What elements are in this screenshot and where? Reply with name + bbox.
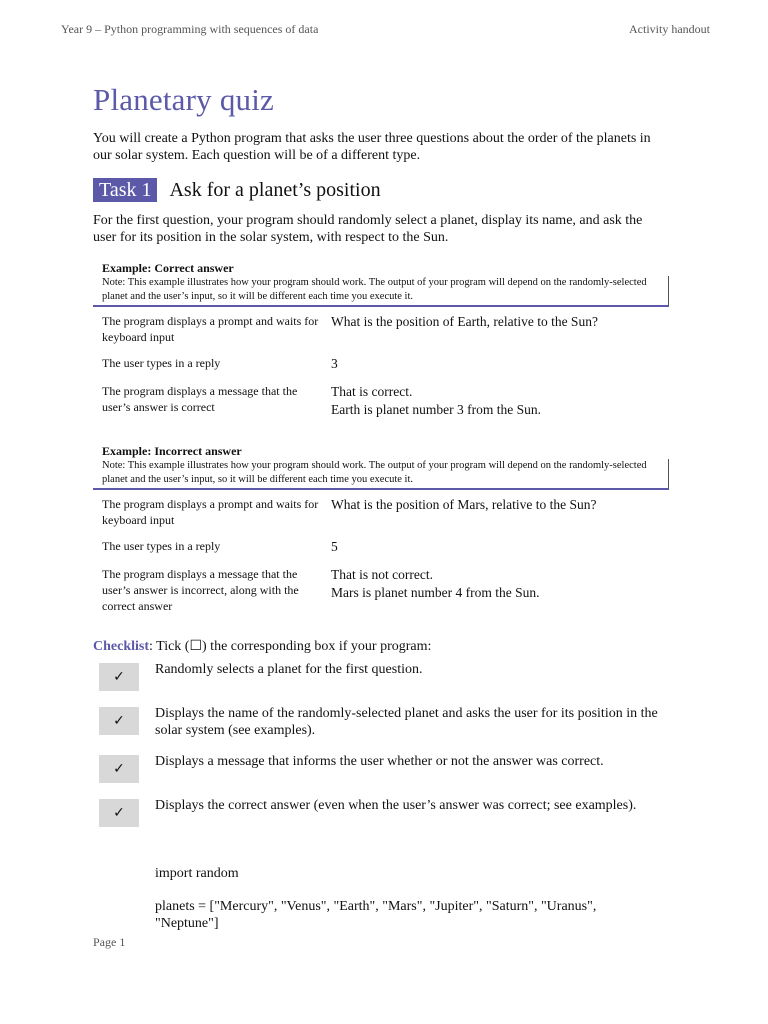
page-title: Planetary quiz: [93, 82, 274, 117]
table-row: [93, 496, 668, 538]
page-number: Page 1: [93, 935, 126, 949]
check-icon: ✓: [113, 761, 125, 777]
task-heading: [93, 178, 668, 202]
row-description: The user types in a reply: [102, 356, 221, 370]
row-value-line: That is correct.: [331, 384, 413, 399]
header-right: Activity handout: [629, 22, 710, 36]
row-value: 3: [331, 356, 338, 371]
row-value-line: That is not correct.: [331, 567, 433, 582]
checklist-item-text: Displays a message that informs the user whether or not the answer was correct.: [155, 754, 604, 769]
checklist-heading: [93, 638, 668, 655]
row-value: [322, 566, 668, 624]
row-description: The program displays a prompt and waits for keyboard input: [102, 497, 319, 527]
checklist-item: [93, 753, 668, 783]
row-description: The program displays a message that the user’s answer is incorrect, along with the correct answer: [102, 567, 299, 613]
checklist-item-text: Randomly selects a planet for the first question.: [155, 662, 423, 677]
table-row: [93, 383, 668, 429]
header-left: Year 9 – Python programming with sequences of data: [61, 22, 319, 36]
example-note: Note: This example illustrates how your program should work. The output of your program will depend on the randomly-selected planet and the user’s input, so it will be different each time you execute it.: [93, 459, 669, 490]
example-title: Example: Incorrect answer: [102, 444, 242, 458]
row-value: [322, 383, 668, 429]
code-line: import random: [155, 866, 239, 881]
checkbox[interactable]: [99, 663, 139, 691]
task-badge: Task 1: [93, 178, 157, 202]
checkbox[interactable]: [99, 755, 139, 783]
code-line: planets = ["Mercury", "Venus", "Earth", "Mars", "Jupiter", "Saturn", "Uranus", "Neptune"]: [155, 899, 597, 931]
row-value: What is the position of Mars, relative to the Sun?: [331, 497, 597, 512]
row-description: The program displays a prompt and waits for keyboard input: [102, 314, 319, 344]
checklist-item: [93, 797, 668, 827]
table-row: [93, 566, 668, 624]
example-table: [93, 496, 668, 624]
example-incorrect: [93, 444, 668, 624]
document-body: [93, 82, 668, 948]
row-description: The program displays a message that the user’s answer is correct: [102, 384, 298, 414]
check-icon: ✓: [113, 669, 125, 685]
table-row: [93, 538, 668, 566]
row-value: 5: [331, 539, 338, 554]
table-row: [93, 355, 668, 383]
checklist-item: [93, 661, 668, 691]
code-snippet: [155, 865, 625, 932]
task-title: Ask for a planet’s position: [169, 178, 381, 201]
example-title: Example: Correct answer: [102, 261, 234, 275]
table-row: [93, 313, 668, 355]
checkbox[interactable]: [99, 799, 139, 827]
example-table: [93, 313, 668, 429]
example-note: Note: This example illustrates how your program should work. The output of your program will depend on the randomly-selected planet and the user’s input, so it will be different each time you execute it.: [93, 276, 669, 307]
row-description: The user types in a reply: [102, 539, 221, 553]
check-icon: ✓: [113, 713, 125, 729]
row-value-line: Mars is planet number 4 from the Sun.: [331, 585, 540, 600]
example-correct: [93, 261, 668, 429]
row-value-line: Earth is planet number 3 from the Sun.: [331, 402, 541, 417]
intro-paragraph: You will create a Python program that asks the user three questions about the order of the planets in our solar system. Each question will be of a different type.: [93, 131, 651, 163]
checklist-items: [93, 661, 668, 827]
checklist-instruction: : Tick (☐) the corresponding box if your program:: [149, 639, 432, 654]
checklist-item-text: Displays the correct answer (even when the user’s answer was correct; see examples).: [155, 798, 637, 813]
task-description: For the first question, your program should randomly select a planet, display its name, and ask the user for its position in the solar system, with respect to the Sun.: [93, 213, 643, 245]
checklist-label: Checklist: [93, 639, 149, 654]
checklist-item: [93, 705, 668, 739]
row-value: What is the position of Earth, relative to the Sun?: [331, 314, 598, 329]
check-icon: ✓: [113, 805, 125, 821]
checkbox[interactable]: [99, 707, 139, 735]
checklist-item-text: Displays the name of the randomly-selected planet and asks the user for its position in the solar system (see examples).: [155, 706, 658, 738]
